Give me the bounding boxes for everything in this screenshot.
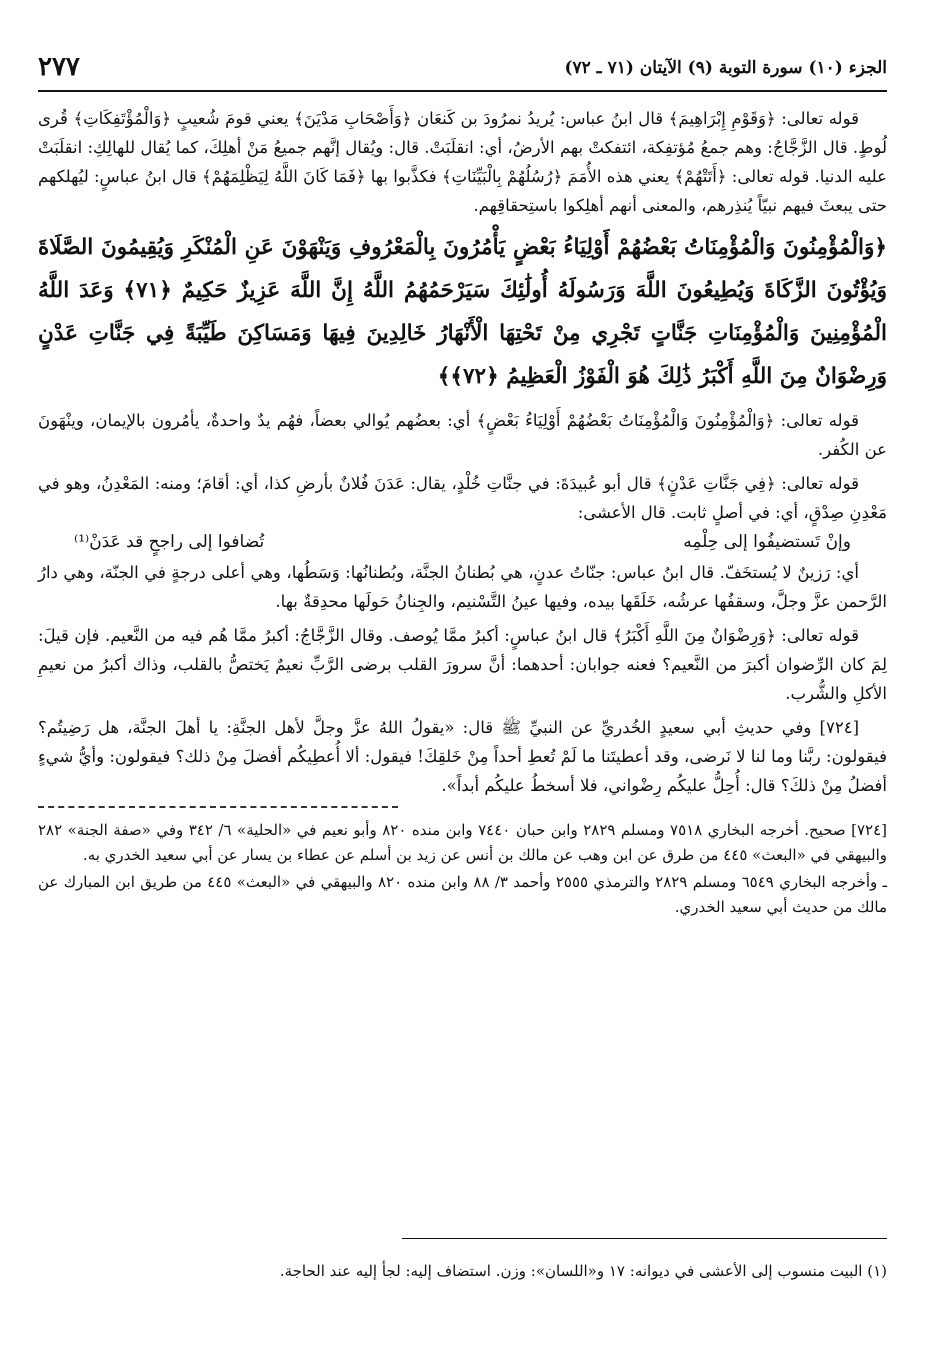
hadith-note: ـ وأخرجه البخاري ٦٥٤٩ ومسلم ٢٨٢٩ والترمذي ٢٥٥٥ وأحمد ٣/ ٨٨ وابن منده ٨٢٠ والبيهقي في «البعث» ٤٤٥ من طريق ابن المبارك عن مالك من حديث أبي سعيد الخدري. (38, 873, 887, 916)
quran-verse-block: ﴿وَالْمُؤْمِنُونَ وَالْمُؤْمِنَاتُ بَعْضُهُمْ أَوْلِيَاءُ بَعْضٍ يَأْمُرُونَ بِالْمَعْرُوفِ وَيَنْهَوْنَ عَنِ الْمُنْكَرِ وَيُقِيمُونَ الصَّلَاةَ وَيُؤْتُونَ الزَّكَاةَ وَيُطِيعُونَ اللَّهَ وَرَسُولَهُ أُولَٰئِكَ سَيَرْحَمُهُمُ اللَّهُ إِنَّ اللَّهَ عَزِيزٌ حَكِيمٌ ﴿٧١﴾ وَعَدَ اللَّهُ الْمُؤْمِنِينَ وَالْمُؤْمِنَاتِ جَنَّاتٍ تَجْرِي مِنْ تَحْتِهَا الْأَنْهَارُ خَالِدِينَ فِيهَا وَمَسَاكِنَ طَيِّبَةً فِي جَنَّاتِ عَدْنٍ وَرِضْوَانٌ مِنَ اللَّهِ أَكْبَرُ ذَٰلِكَ هُوَ الْفَوْزُ الْعَظِيمُ ﴿٧٢﴾﴾ (38, 235, 887, 389)
page-header (38, 52, 887, 86)
commentary-paragraph: قوله تعالى: ﴿وَقَوْمِ إِبْرَاهِيمَ﴾ قال ابنُ عباس: يُريدُ نمرُودَ بن كَنعَان ﴿وَأَصْحَابِ مَدْيَنَ﴾ يعني قومَ شُعيبٍ ﴿وَالْمُؤْتَفِكَاتِ﴾ قُرى لُوطٍ. قال الزَّجَّاجُ: وهم جمعُ مُؤتفِكة، ائتفكتْ بهم الأرضُ، أي: انقلَبَتْ. قال: ويُقال إنَّهم جميعُ مَنْ أهلِكَ، كما يُقال للهالِكِ: انقلَبَتْ عليه الدنيا. قوله تعالى: ﴿أَتَتْهُمْ﴾ يعني هذه الأُمَمَ ﴿رُسُلُهُمْ بِالْبَيِّنَاتِ﴾ فكذَّبوا بها ﴿فَمَا كَانَ اللَّهُ لِيَظْلِمَهُمْ﴾ قال ابنُ عباسٍ: ليُهلكهم حتى يبعثَ فيهم نبيّاً يُنذِرهم، والمعنى أنهم أهلِكوا باستِحقاقِهم. (37, 109, 887, 215)
poem-second-hemistich: تُضافوا إلى راجحٍ قد عَدَنْ⁽¹⁾ (74, 532, 265, 552)
commentary-paragraph: قوله تعالى: ﴿فِي جَنَّاتِ عَدْنٍ﴾ قال أبو عُبيدَةَ: في جنَّاتِ خُلْدٍ، يقال: عَدَنَ فُلانٌ بأرضِ كذا، أي: أقامَ؛ ومنه: المَعْدِنُ، وهو في مَعْدِنِ صِدْقٍ، أي: في أصلٍ ثابت. قال الأعشى: (38, 474, 887, 522)
footnote: (١) البيت منسوب إلى الأعشى في ديوانه: ١٧ و«اللسان»: وزن. استضاف إليه: لجأ إليه عند الحاجة. (279, 1262, 887, 1280)
commentary-paragraph: قوله تعالى: ﴿وَالْمُؤْمِنُونَ وَالْمُؤْمِنَاتُ بَعْضُهُمْ أَوْلِيَاءُ بَعْضٍ﴾ أي: بعضُهم يُوالي بعضاً، فهُم يدٌ واحدةٌ، يأمُرون بالإيمان، وينْهَونَ عن الكُفر. (38, 411, 887, 459)
poem-verse (38, 532, 887, 552)
hadith-paragraph: [٧٢٤] وفي حديثِ أبي سعيدٍ الخُدريِّ عن النبيِّ ﷺ قال: «يقولُ اللهُ عزَّ وجلَّ لأهل الجنَّةِ: يا أهلَ الجنَّة، هل رَضِيتُم؟ فيقولون: ربَّنا وما لنا لا نَرضى، وقد أعطيتَنا ما لَمْ تُعطِ أحداً مِنْ خَلقِكَ! فيقول: ألا أُعطِيكُم أفضلَ مِنْ ذلك؟ فيقولون: وأيُّ شيءٍ أفضلُ مِنْ ذلكَ؟ قال: أُحِلُّ عليكُم رِضْواني، فلا أسخطُ عليكُم أبداً». (38, 718, 887, 795)
dashed-separator (38, 806, 398, 808)
running-head: الجزء (١٠) سورة التوبة (٩) الآيتان (٧١ ـ ٧٢) (564, 58, 887, 78)
hadith-notes (38, 818, 887, 920)
poem-first-hemistich: وإنْ تَستضيفُوا إلى حِلْمِه (683, 532, 851, 552)
header-rule (38, 90, 887, 92)
commentary-paragraph: أي: رَزينٌ لا يُستخَفّ. قال ابنُ عباس: جنّاتُ عدنٍ، هي بُطنانُ الجنَّة، وبُطنانُها: وَسَطُها، وهي أعلى درجةٍ في الجنّة، وهي دارُ الرَّحمن عزَّ وجلَّ، وسقفُها عرشُه، خَلَقَها بيده، وفيها عينُ التَّسْنيم، والجِنانُ حَولَها محدِقةٌ بها. (38, 563, 887, 611)
main-text (38, 104, 887, 922)
page-number: ٢٧٧ (38, 52, 80, 82)
footnote-rule (402, 1238, 887, 1239)
commentary-paragraph: قوله تعالى: ﴿وَرِضْوَانٌ مِنَ اللَّهِ أَكْبَرُ﴾ قال ابنُ عباسٍ: أكبرُ ممَّا يُوصف. وقال الزَّجَّاجُ: أكبرُ ممَّا هُم فيه من النَّعيم. فإن قيلَ: لِمَ كان الرِّضوان أكبرَ من النَّعيم؟ فعنه جوابان: أحدهما: أنَّ سرورَ القلب برضى الرَّبِّ نعيمٌ يَختصُّ بالقلب، وذاك أكبرُ من نعيمِ الأكلِ والشُّرب. (38, 626, 887, 703)
hadith-note: [٧٢٤] صحيح. أخرجه البخاري ٧٥١٨ ومسلم ٢٨٢٩ وابن حبان ٧٤٤٠ وابن منده ٨٢٠ وأبو نعيم في «الحلية» ٦/ ٣٤٢ وفي «صفة الجنة» ٢٨٢ والبيهقي في «البعث» ٤٤٥ من طرق عن ابن وهب عن مالك بن أنس عن زيد بن أسلم عن عطاء بن يسار عن أبي سعيد الخدري به. (38, 821, 887, 864)
